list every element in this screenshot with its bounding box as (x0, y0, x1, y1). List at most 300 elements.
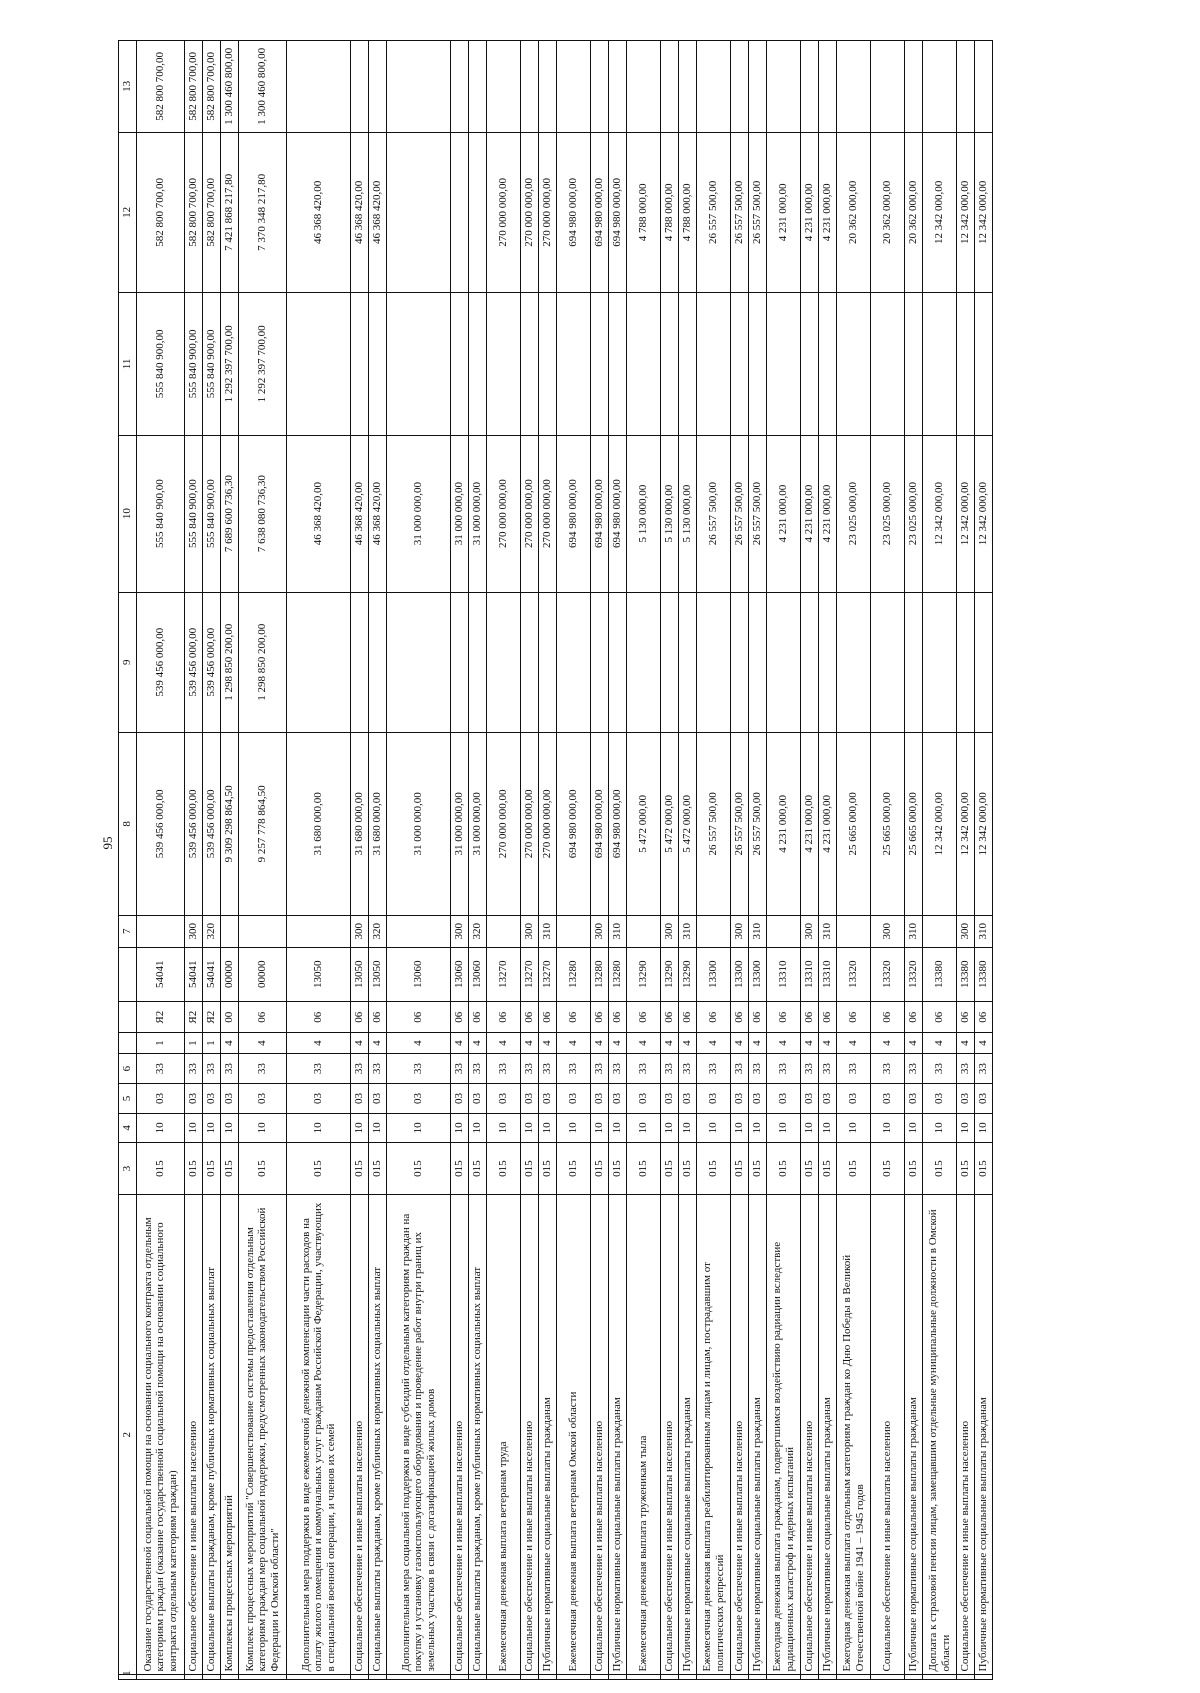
amount-c10: 555 840 900,00 (137, 435, 185, 592)
amount-c9 (749, 592, 767, 732)
amount-c9 (957, 592, 975, 732)
code-event: 06 (351, 1001, 369, 1033)
amount-c10: 694 980 000,00 (591, 435, 609, 592)
code-subsection: 03 (661, 1084, 679, 1113)
amount-c9 (837, 592, 871, 732)
amount-c8: 539 456 000,00 (203, 732, 221, 915)
code-direction: 13270 (521, 947, 539, 1001)
table-row (697, 41, 731, 1680)
row-marker (679, 1675, 697, 1680)
rotated-table-container (118, 40, 1198, 1680)
code-subprogram: 4 (871, 1033, 905, 1053)
amount-c9 (287, 592, 351, 732)
code-admin: 015 (975, 1143, 993, 1195)
column-header: 3 (119, 1143, 137, 1195)
code-subsection: 03 (731, 1084, 749, 1113)
code-direction: 54041 (185, 947, 203, 1001)
row-name: Ежегодная денежная выплата отдельным категориям граждан ко Дню Победы в Великой Отечественной войне 1941 – 1945 годов (837, 1195, 871, 1675)
code-program: 33 (239, 1053, 287, 1084)
code-program: 33 (801, 1053, 819, 1084)
code-direction: 13290 (661, 947, 679, 1001)
row-name: Публичные нормативные социальные выплаты гражданам (539, 1195, 557, 1675)
row-marker (221, 1675, 239, 1680)
amount-c11 (871, 293, 905, 435)
amount-c11 (923, 293, 957, 435)
code-subprogram: 4 (221, 1033, 239, 1053)
amount-c8: 4 231 000,00 (819, 732, 837, 915)
amount-c10: 694 980 000,00 (609, 435, 627, 592)
code-event: 06 (557, 1001, 591, 1033)
amount-c12: 4 231 000,00 (767, 132, 801, 293)
row-marker (767, 1675, 801, 1680)
amount-c9 (697, 592, 731, 732)
amount-c11 (731, 293, 749, 435)
code-subsection: 03 (837, 1084, 871, 1113)
amount-c11 (697, 293, 731, 435)
code-section: 10 (837, 1113, 871, 1142)
code-expense-type: 310 (609, 915, 627, 947)
amount-c12: 20 362 000,00 (871, 132, 905, 293)
amount-c11 (369, 293, 387, 435)
row-marker (591, 1675, 609, 1680)
amount-c11 (679, 293, 697, 435)
amount-c12: 270 000 000,00 (521, 132, 539, 293)
amount-c8: 539 456 000,00 (137, 732, 185, 915)
amount-c9: 539 456 000,00 (185, 592, 203, 732)
amount-c11: 555 840 900,00 (203, 293, 221, 435)
amount-c10: 46 368 420,00 (287, 435, 351, 592)
amount-c10: 31 000 000,00 (451, 435, 469, 592)
code-event: 06 (487, 1001, 521, 1033)
code-program: 33 (221, 1053, 239, 1084)
code-subsection: 03 (469, 1084, 487, 1113)
code-admin: 015 (221, 1143, 239, 1195)
code-subsection: 03 (871, 1084, 905, 1113)
amount-c13: 1 300 460 800,00 (221, 41, 239, 133)
code-admin: 015 (137, 1143, 185, 1195)
amount-c8: 9 309 298 864,50 (221, 732, 239, 915)
code-direction: 13290 (627, 947, 661, 1001)
amount-c13 (819, 41, 837, 133)
code-subprogram: 4 (697, 1033, 731, 1053)
table-row (819, 41, 837, 1680)
row-name: Дополнительная мера социальной поддержки в виде субсидий отдельным категориям граждан на покупку и установку газоиспользующего оборудования и проведение работ внутри границ их земельных участков в связи с догазификацией жилых домов (387, 1195, 451, 1675)
amount-c9 (469, 592, 487, 732)
code-subprogram: 4 (923, 1033, 957, 1053)
code-subsection: 03 (905, 1084, 923, 1113)
amount-c12: 270 000 000,00 (539, 132, 557, 293)
code-subprogram: 4 (731, 1033, 749, 1053)
column-header: 1 (119, 1675, 137, 1680)
code-direction: 13380 (957, 947, 975, 1001)
code-program: 33 (469, 1053, 487, 1084)
code-event: 06 (801, 1001, 819, 1033)
amount-c8: 12 342 000,00 (975, 732, 993, 915)
amount-c13 (837, 41, 871, 133)
code-admin: 015 (609, 1143, 627, 1195)
row-name: Социальные выплаты гражданам, кроме публичных нормативных социальных выплат (469, 1195, 487, 1675)
code-direction: 13270 (539, 947, 557, 1001)
amount-c11 (469, 293, 487, 435)
code-subsection: 03 (221, 1084, 239, 1113)
code-section: 10 (351, 1113, 369, 1142)
amount-c13 (369, 41, 387, 133)
amount-c13: 582 800 700,00 (185, 41, 203, 133)
code-program: 33 (679, 1053, 697, 1084)
amount-c8: 31 680 000,00 (287, 732, 351, 915)
amount-c10: 23 025 000,00 (905, 435, 923, 592)
code-expense-type: 300 (731, 915, 749, 947)
code-direction: 13320 (871, 947, 905, 1001)
amount-c10: 4 231 000,00 (819, 435, 837, 592)
code-direction: 54041 (137, 947, 185, 1001)
column-header (119, 947, 137, 1001)
amount-c13: 1 300 460 800,00 (239, 41, 287, 133)
code-subprogram: 4 (749, 1033, 767, 1053)
table-row (957, 41, 975, 1680)
code-program: 33 (203, 1053, 221, 1084)
amount-c10: 5 130 000,00 (627, 435, 661, 592)
row-marker (975, 1675, 993, 1680)
column-header: 9 (119, 592, 137, 732)
amount-c10: 46 368 420,00 (351, 435, 369, 592)
amount-c11 (801, 293, 819, 435)
code-admin: 015 (185, 1143, 203, 1195)
amount-c12 (451, 132, 469, 293)
row-name: Социальное обеспечение и иные выплаты населению (957, 1195, 975, 1675)
code-subprogram: 4 (609, 1033, 627, 1053)
code-program: 33 (185, 1053, 203, 1084)
code-admin: 015 (203, 1143, 221, 1195)
code-subsection: 03 (591, 1084, 609, 1113)
amount-c13 (451, 41, 469, 133)
amount-c11 (487, 293, 521, 435)
code-subsection: 03 (557, 1084, 591, 1113)
code-section: 10 (287, 1113, 351, 1142)
amount-c10: 270 000 000,00 (487, 435, 521, 592)
code-program: 33 (871, 1053, 905, 1084)
code-subsection: 03 (801, 1084, 819, 1113)
amount-c11 (957, 293, 975, 435)
code-subprogram: 4 (801, 1033, 819, 1053)
code-direction: 54041 (203, 947, 221, 1001)
code-admin: 015 (749, 1143, 767, 1195)
code-event: 06 (923, 1001, 957, 1033)
table-row (239, 41, 287, 1680)
amount-c8: 31 680 000,00 (369, 732, 387, 915)
table-row (975, 41, 993, 1680)
code-program: 33 (451, 1053, 469, 1084)
amount-c8: 4 231 000,00 (767, 732, 801, 915)
code-section: 10 (451, 1113, 469, 1142)
amount-c10: 7 638 080 736,30 (239, 435, 287, 592)
code-expense-type: 320 (369, 915, 387, 947)
row-name: Ежемесячная денежная выплата труженикам тыла (627, 1195, 661, 1675)
code-event: Я2 (203, 1001, 221, 1033)
row-name: Ежемесячная денежная выплата ветеранам Омской области (557, 1195, 591, 1675)
code-subsection: 03 (957, 1084, 975, 1113)
row-marker (137, 1675, 185, 1680)
code-admin: 015 (679, 1143, 697, 1195)
amount-c13 (387, 41, 451, 133)
amount-c9 (679, 592, 697, 732)
amount-c9: 1 298 850 200,00 (221, 592, 239, 732)
table-row (905, 41, 923, 1680)
header-row (119, 41, 137, 1680)
amount-c11 (767, 293, 801, 435)
amount-c13 (487, 41, 521, 133)
amount-c12: 46 368 420,00 (351, 132, 369, 293)
amount-c8: 12 342 000,00 (957, 732, 975, 915)
code-expense-type: 310 (905, 915, 923, 947)
row-name: Публичные нормативные социальные выплаты гражданам (749, 1195, 767, 1675)
amount-c13 (731, 41, 749, 133)
code-section: 10 (627, 1113, 661, 1142)
code-subprogram: 4 (557, 1033, 591, 1053)
amount-c13 (905, 41, 923, 133)
code-section: 10 (469, 1113, 487, 1142)
code-section: 10 (609, 1113, 627, 1142)
amount-c13 (557, 41, 591, 133)
amount-c12: 26 557 500,00 (697, 132, 731, 293)
row-marker (801, 1675, 819, 1680)
code-admin: 015 (661, 1143, 679, 1195)
amount-c10: 555 840 900,00 (185, 435, 203, 592)
code-subsection: 03 (203, 1084, 221, 1113)
table-row (539, 41, 557, 1680)
row-name: Социальные выплаты гражданам, кроме публичных нормативных социальных выплат (203, 1195, 221, 1675)
amount-c12: 582 800 700,00 (203, 132, 221, 293)
row-name: Публичные нормативные социальные выплаты гражданам (905, 1195, 923, 1675)
code-direction: 13380 (923, 947, 957, 1001)
amount-c8: 5 472 000,00 (661, 732, 679, 915)
row-marker (369, 1675, 387, 1680)
column-header: 12 (119, 132, 137, 293)
amount-c13 (287, 41, 351, 133)
code-section: 10 (975, 1113, 993, 1142)
row-marker (451, 1675, 469, 1680)
code-program: 33 (609, 1053, 627, 1084)
code-admin: 015 (819, 1143, 837, 1195)
amount-c12: 270 000 000,00 (487, 132, 521, 293)
code-direction: 13310 (819, 947, 837, 1001)
row-marker (287, 1675, 351, 1680)
code-program: 33 (487, 1053, 521, 1084)
row-name: Публичные нормативные социальные выплаты гражданам (679, 1195, 697, 1675)
row-marker (819, 1675, 837, 1680)
amount-c8: 694 980 000,00 (591, 732, 609, 915)
code-subsection: 03 (185, 1084, 203, 1113)
code-subsection: 03 (369, 1084, 387, 1113)
code-event: 06 (591, 1001, 609, 1033)
code-subsection: 03 (287, 1084, 351, 1113)
amount-c8: 539 456 000,00 (185, 732, 203, 915)
row-marker (487, 1675, 521, 1680)
amount-c12: 582 800 700,00 (185, 132, 203, 293)
row-marker (837, 1675, 871, 1680)
code-subsection: 03 (351, 1084, 369, 1113)
code-event: 06 (679, 1001, 697, 1033)
amount-c11: 555 840 900,00 (185, 293, 203, 435)
row-marker (661, 1675, 679, 1680)
code-admin: 015 (557, 1143, 591, 1195)
amount-c11 (557, 293, 591, 435)
amount-c10: 31 000 000,00 (387, 435, 451, 592)
code-expense-type: 310 (539, 915, 557, 947)
code-program: 33 (369, 1053, 387, 1084)
amount-c12: 582 800 700,00 (137, 132, 185, 293)
code-section: 10 (905, 1113, 923, 1142)
code-admin: 015 (837, 1143, 871, 1195)
column-header: 8 (119, 732, 137, 915)
code-section: 10 (221, 1113, 239, 1142)
code-event: 06 (697, 1001, 731, 1033)
code-admin: 015 (469, 1143, 487, 1195)
table-row (557, 41, 591, 1680)
amount-c12: 694 980 000,00 (609, 132, 627, 293)
amount-c12: 20 362 000,00 (837, 132, 871, 293)
code-event: 06 (387, 1001, 451, 1033)
code-admin: 015 (801, 1143, 819, 1195)
code-direction: 13320 (837, 947, 871, 1001)
column-header (119, 1001, 137, 1033)
code-expense-type (557, 915, 591, 947)
code-event: 06 (975, 1001, 993, 1033)
amount-c9: 539 456 000,00 (137, 592, 185, 732)
code-direction: 13280 (591, 947, 609, 1001)
code-subprogram: 4 (287, 1033, 351, 1053)
amount-c13 (697, 41, 731, 133)
code-subprogram: 1 (137, 1033, 185, 1053)
row-marker (203, 1675, 221, 1680)
code-direction: 13050 (287, 947, 351, 1001)
amount-c11 (661, 293, 679, 435)
code-section: 10 (661, 1113, 679, 1142)
table-row (871, 41, 905, 1680)
code-program: 33 (957, 1053, 975, 1084)
code-section: 10 (871, 1113, 905, 1142)
code-program: 33 (387, 1053, 451, 1084)
table-row (387, 41, 451, 1680)
amount-c11 (287, 293, 351, 435)
amount-c9 (609, 592, 627, 732)
code-expense-type: 310 (749, 915, 767, 947)
row-name: Социальное обеспечение и иные выплаты населению (185, 1195, 203, 1675)
amount-c8: 270 000 000,00 (539, 732, 557, 915)
code-event: Я2 (137, 1001, 185, 1033)
code-event: 06 (469, 1001, 487, 1033)
code-admin: 015 (957, 1143, 975, 1195)
code-subprogram: 4 (837, 1033, 871, 1053)
code-expense-type (627, 915, 661, 947)
code-subprogram: 1 (203, 1033, 221, 1053)
row-name: Социальное обеспечение и иные выплаты населению (661, 1195, 679, 1675)
code-subprogram: 4 (539, 1033, 557, 1053)
amount-c11 (591, 293, 609, 435)
code-direction: 13050 (369, 947, 387, 1001)
table-row (351, 41, 369, 1680)
amount-c10: 4 231 000,00 (767, 435, 801, 592)
amount-c10: 555 840 900,00 (203, 435, 221, 592)
code-program: 33 (767, 1053, 801, 1084)
row-marker (609, 1675, 627, 1680)
table-row (369, 41, 387, 1680)
amount-c8: 26 557 500,00 (749, 732, 767, 915)
amount-c12: 694 980 000,00 (557, 132, 591, 293)
amount-c9 (975, 592, 993, 732)
code-subsection: 03 (975, 1084, 993, 1113)
code-program: 33 (351, 1053, 369, 1084)
code-subsection: 03 (451, 1084, 469, 1113)
amount-c12: 12 342 000,00 (957, 132, 975, 293)
code-subprogram: 4 (679, 1033, 697, 1053)
code-section: 10 (539, 1113, 557, 1142)
amount-c8: 5 472 000,00 (679, 732, 697, 915)
table-row (749, 41, 767, 1680)
amount-c8: 9 257 778 864,50 (239, 732, 287, 915)
code-subsection: 03 (137, 1084, 185, 1113)
amount-c12: 4 788 000,00 (679, 132, 697, 293)
table-row (185, 41, 203, 1680)
code-expense-type (767, 915, 801, 947)
code-subsection: 03 (923, 1084, 957, 1113)
row-marker (905, 1675, 923, 1680)
code-subsection: 03 (679, 1084, 697, 1113)
code-subprogram: 4 (239, 1033, 287, 1053)
amount-c12: 12 342 000,00 (923, 132, 957, 293)
code-admin: 015 (487, 1143, 521, 1195)
amount-c9 (731, 592, 749, 732)
code-direction: 13270 (487, 947, 521, 1001)
amount-c13 (351, 41, 369, 133)
amount-c11 (521, 293, 539, 435)
row-name: Публичные нормативные социальные выплаты гражданам (975, 1195, 993, 1675)
row-marker (627, 1675, 661, 1680)
amount-c8: 26 557 500,00 (731, 732, 749, 915)
code-subsection: 03 (387, 1084, 451, 1113)
code-subprogram: 4 (819, 1033, 837, 1053)
amount-c13 (749, 41, 767, 133)
row-name: Социальное обеспечение и иные выплаты населению (451, 1195, 469, 1675)
amount-c9 (661, 592, 679, 732)
code-event: 06 (287, 1001, 351, 1033)
code-admin: 015 (521, 1143, 539, 1195)
code-expense-type: 310 (975, 915, 993, 947)
code-admin: 015 (369, 1143, 387, 1195)
code-admin: 015 (591, 1143, 609, 1195)
code-admin: 015 (697, 1143, 731, 1195)
row-marker (351, 1675, 369, 1680)
code-expense-type: 320 (469, 915, 487, 947)
row-name: Социальное обеспечение и иные выплаты населению (521, 1195, 539, 1675)
amount-c8: 12 342 000,00 (923, 732, 957, 915)
code-direction: 13300 (731, 947, 749, 1001)
table-body (137, 41, 993, 1680)
code-admin: 015 (451, 1143, 469, 1195)
code-event: 06 (539, 1001, 557, 1033)
amount-c10: 31 000 000,00 (469, 435, 487, 592)
amount-c9: 1 298 850 200,00 (239, 592, 287, 732)
amount-c11: 1 292 397 700,00 (221, 293, 239, 435)
code-expense-type: 300 (521, 915, 539, 947)
amount-c13 (627, 41, 661, 133)
code-direction: 13380 (975, 947, 993, 1001)
code-event: 06 (767, 1001, 801, 1033)
code-direction: 13280 (557, 947, 591, 1001)
code-admin: 015 (539, 1143, 557, 1195)
code-admin: 015 (351, 1143, 369, 1195)
code-program: 33 (287, 1053, 351, 1084)
